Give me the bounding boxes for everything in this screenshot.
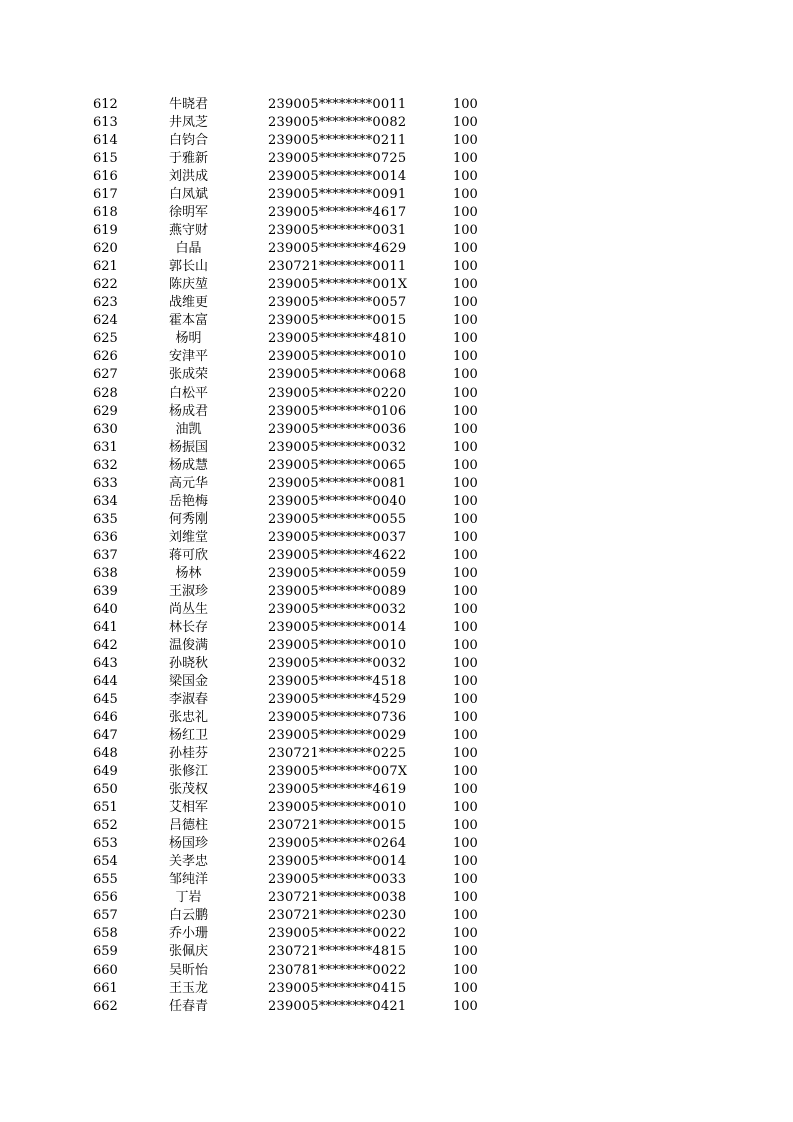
id-number: 239005********0015 [268,313,407,329]
id-number: 239005********0037 [268,529,407,545]
amount: 100 [453,223,478,239]
amount: 100 [453,908,478,924]
id-number: 239005********4629 [268,241,407,257]
table-row [0,240,793,258]
row-number: 633 [93,475,118,491]
amount: 100 [453,313,478,329]
row-number: 631 [93,439,118,455]
person-name: 张茂权 [168,782,208,798]
table-row [0,709,793,727]
row-number: 650 [93,782,118,798]
amount: 100 [453,439,478,455]
row-number: 639 [93,583,118,599]
table-row [0,583,793,601]
amount: 100 [453,169,478,185]
row-number: 659 [93,944,118,960]
table-row [0,601,793,619]
table-row [0,114,793,132]
row-number: 649 [93,764,118,780]
table-row [0,691,793,709]
row-number: 613 [93,115,118,131]
row-number: 661 [93,980,118,996]
table-row [0,439,793,457]
table-row [0,907,793,925]
row-number: 637 [93,547,118,563]
person-name: 孙桂芬 [168,746,208,762]
id-number: 239005********0040 [268,493,407,509]
amount: 100 [453,926,478,942]
person-name: 李淑春 [168,692,208,708]
table-row [0,547,793,565]
row-number: 635 [93,511,118,527]
row-number: 615 [93,151,118,167]
amount: 100 [453,764,478,780]
row-number: 651 [93,800,118,816]
table-row [0,276,793,294]
id-number: 239005********0033 [268,872,407,888]
amount: 100 [453,890,478,906]
person-name: 张修江 [168,764,208,780]
amount: 100 [453,403,478,419]
person-name: 邹纯洋 [168,872,208,888]
table-row [0,186,793,204]
table-row [0,330,793,348]
table-row [0,403,793,421]
row-number: 647 [93,728,118,744]
amount: 100 [453,421,478,437]
person-name: 陈庆堃 [168,277,208,293]
amount: 100 [453,782,478,798]
person-name: 杨明 [175,331,202,347]
row-number: 655 [93,872,118,888]
id-number: 239005********007X [268,764,408,780]
row-number: 621 [93,259,118,275]
person-name: 白晶 [175,241,202,257]
person-name: 霍本富 [168,313,208,329]
row-number: 632 [93,457,118,473]
id-number: 239005********0014 [268,854,407,870]
table-row [0,222,793,240]
id-number: 239005********0725 [268,151,407,167]
row-number: 620 [93,241,118,257]
id-number: 239005********0736 [268,710,407,726]
amount: 100 [453,133,478,149]
table-row [0,565,793,583]
amount: 100 [453,728,478,744]
amount: 100 [453,547,478,563]
table-row [0,150,793,168]
table-row [0,457,793,475]
id-number: 239005********4529 [268,692,407,708]
row-number: 627 [93,367,118,383]
table-row [0,889,793,907]
table-row [0,637,793,655]
row-number: 646 [93,710,118,726]
table-row [0,204,793,222]
person-name: 白凤斌 [168,187,208,203]
table-row [0,96,793,114]
table-row [0,529,793,547]
person-name: 艾相军 [168,800,208,816]
person-name: 白松平 [168,385,208,401]
person-name: 孙晓秋 [168,655,208,671]
id-number: 239005********4622 [268,547,407,563]
amount: 100 [453,619,478,635]
row-number: 612 [93,97,118,112]
row-number: 618 [93,205,118,221]
person-name: 井凤芝 [168,115,208,131]
row-number: 636 [93,529,118,545]
person-name: 燕守财 [168,223,208,239]
amount: 100 [453,205,478,221]
row-number: 634 [93,493,118,509]
amount: 100 [453,565,478,581]
person-name: 于雅新 [168,151,208,167]
table-row [0,655,793,673]
row-number: 617 [93,187,118,203]
row-number: 658 [93,926,118,942]
amount: 100 [453,800,478,816]
table-row [0,366,793,384]
id-number: 239005********001X [268,277,408,293]
amount: 100 [453,475,478,491]
person-name: 刘维堂 [168,529,208,545]
person-name: 梁国金 [168,674,208,689]
person-name: 高元华 [168,475,208,491]
id-number: 239005********0106 [268,403,407,419]
amount: 100 [453,854,478,870]
person-name: 王淑珍 [168,583,208,599]
amount: 100 [453,692,478,708]
person-name: 任春青 [168,998,208,1014]
data-table [0,96,793,1016]
amount: 100 [453,151,478,167]
table-row [0,853,793,871]
person-name: 吕德柱 [168,818,208,834]
person-name: 白云鹏 [168,908,208,924]
row-number: 622 [93,277,118,293]
id-number: 239005********0031 [268,223,407,239]
id-number: 239005********0082 [268,115,407,131]
person-name: 蒋可欣 [168,547,208,563]
id-number: 239005********0065 [268,457,407,473]
row-number: 616 [93,169,118,185]
table-row [0,799,793,817]
person-name: 牛晓君 [168,97,208,112]
id-number: 239005********0264 [268,836,407,852]
row-number: 660 [93,962,118,978]
id-number: 230721********4815 [268,944,407,960]
amount: 100 [453,241,478,257]
table-row [0,943,793,961]
row-number: 643 [93,655,118,671]
row-number: 653 [93,836,118,852]
table-row [0,493,793,511]
person-name: 关孝忠 [168,854,208,870]
table-row [0,312,793,330]
id-number: 239005********0059 [268,565,407,581]
amount: 100 [453,637,478,653]
person-name: 岳艳梅 [168,493,208,509]
person-name: 尚丛生 [168,601,208,617]
row-number: 644 [93,674,118,689]
id-number: 239005********0022 [268,926,407,942]
amount: 100 [453,349,478,365]
person-name: 刘洪成 [168,169,208,185]
row-number: 657 [93,908,118,924]
table-row [0,673,793,691]
amount: 100 [453,295,478,311]
row-number: 656 [93,890,118,906]
id-number: 239005********0089 [268,583,407,599]
row-number: 630 [93,421,118,437]
table-row [0,745,793,763]
id-number: 239005********4810 [268,331,407,347]
id-number: 239005********0415 [268,980,407,996]
id-number: 239005********0421 [268,998,407,1014]
person-name: 丁岩 [175,890,202,906]
person-name: 杨成君 [168,403,208,419]
id-number: 239005********0091 [268,187,407,203]
row-number: 662 [93,998,118,1014]
row-number: 628 [93,385,118,401]
amount: 100 [453,583,478,599]
amount: 100 [453,998,478,1014]
id-number: 239005********0011 [268,97,407,112]
row-number: 640 [93,601,118,617]
row-number: 642 [93,637,118,653]
person-name: 张成荣 [168,367,208,383]
amount: 100 [453,601,478,617]
amount: 100 [453,493,478,509]
person-name: 吴昕怡 [168,962,208,978]
amount: 100 [453,97,478,112]
id-number: 230721********0225 [268,746,407,762]
row-number: 623 [93,295,118,311]
id-number: 239005********0010 [268,349,407,365]
table-row [0,348,793,366]
id-number: 239005********0220 [268,385,407,401]
row-number: 614 [93,133,118,149]
id-number: 239005********0068 [268,367,407,383]
id-number: 239005********0036 [268,421,407,437]
person-name: 杨林 [175,565,202,581]
id-number: 239005********0055 [268,511,407,527]
id-number: 239005********4518 [268,674,407,689]
person-name: 安津平 [168,349,208,365]
row-number: 626 [93,349,118,365]
id-number: 239005********0032 [268,601,407,617]
id-number: 239005********0010 [268,637,407,653]
amount: 100 [453,674,478,689]
table-row [0,132,793,150]
table-row [0,763,793,781]
amount: 100 [453,367,478,383]
row-number: 648 [93,746,118,762]
table-row [0,619,793,637]
table-row [0,835,793,853]
amount: 100 [453,385,478,401]
row-number: 654 [93,854,118,870]
id-number: 239005********0032 [268,655,407,671]
table-row [0,998,793,1016]
person-name: 张佩庆 [168,944,208,960]
person-name: 林长存 [168,619,208,635]
person-name: 张忠礼 [168,710,208,726]
amount: 100 [453,457,478,473]
amount: 100 [453,277,478,293]
amount: 100 [453,980,478,996]
id-number: 230781********0022 [268,962,407,978]
amount: 100 [453,746,478,762]
id-number: 239005********0014 [268,619,407,635]
person-name: 郭长山 [168,259,208,275]
table-row [0,511,793,529]
person-name: 杨成慧 [168,457,208,473]
table-row [0,421,793,439]
table-row [0,727,793,745]
id-number: 239005********0211 [268,133,407,149]
row-number: 638 [93,565,118,581]
amount: 100 [453,187,478,203]
row-number: 624 [93,313,118,329]
id-number: 239005********0014 [268,169,407,185]
row-number: 641 [93,619,118,635]
id-number: 239005********0010 [268,800,407,816]
amount: 100 [453,818,478,834]
id-number: 239005********0029 [268,728,407,744]
id-number: 230721********0011 [268,259,407,275]
amount: 100 [453,529,478,545]
row-number: 645 [93,692,118,708]
amount: 100 [453,655,478,671]
person-name: 油凯 [175,421,202,437]
amount: 100 [453,836,478,852]
amount: 100 [453,115,478,131]
row-number: 625 [93,331,118,347]
table-row [0,294,793,312]
person-name: 王玉龙 [168,980,208,996]
person-name: 乔小珊 [168,926,208,942]
id-number: 239005********0057 [268,295,407,311]
table-row [0,385,793,403]
person-name: 战维更 [168,295,208,311]
amount: 100 [453,710,478,726]
person-name: 杨红卫 [168,728,208,744]
person-name: 杨振国 [168,439,208,455]
amount: 100 [453,511,478,527]
person-name: 白钧合 [168,133,208,149]
id-number: 239005********0081 [268,475,407,491]
table-row [0,817,793,835]
table-row [0,258,793,276]
amount: 100 [453,331,478,347]
table-row [0,962,793,980]
amount: 100 [453,872,478,888]
amount: 100 [453,259,478,275]
id-number: 239005********4617 [268,205,407,221]
amount: 100 [453,944,478,960]
table-row [0,925,793,943]
table-row [0,168,793,186]
id-number: 230721********0015 [268,818,407,834]
person-name: 徐明军 [168,205,208,221]
table-row [0,980,793,998]
person-name: 杨国珍 [168,836,208,852]
table-row [0,871,793,889]
row-number: 652 [93,818,118,834]
id-number: 239005********4619 [268,782,407,798]
person-name: 温俊满 [168,637,208,653]
id-number: 230721********0038 [268,890,407,906]
table-row [0,475,793,493]
row-number: 619 [93,223,118,239]
id-number: 230721********0230 [268,908,407,924]
table-row [0,781,793,799]
row-number: 629 [93,403,118,419]
person-name: 何秀刚 [168,511,208,527]
amount: 100 [453,962,478,978]
id-number: 239005********0032 [268,439,407,455]
